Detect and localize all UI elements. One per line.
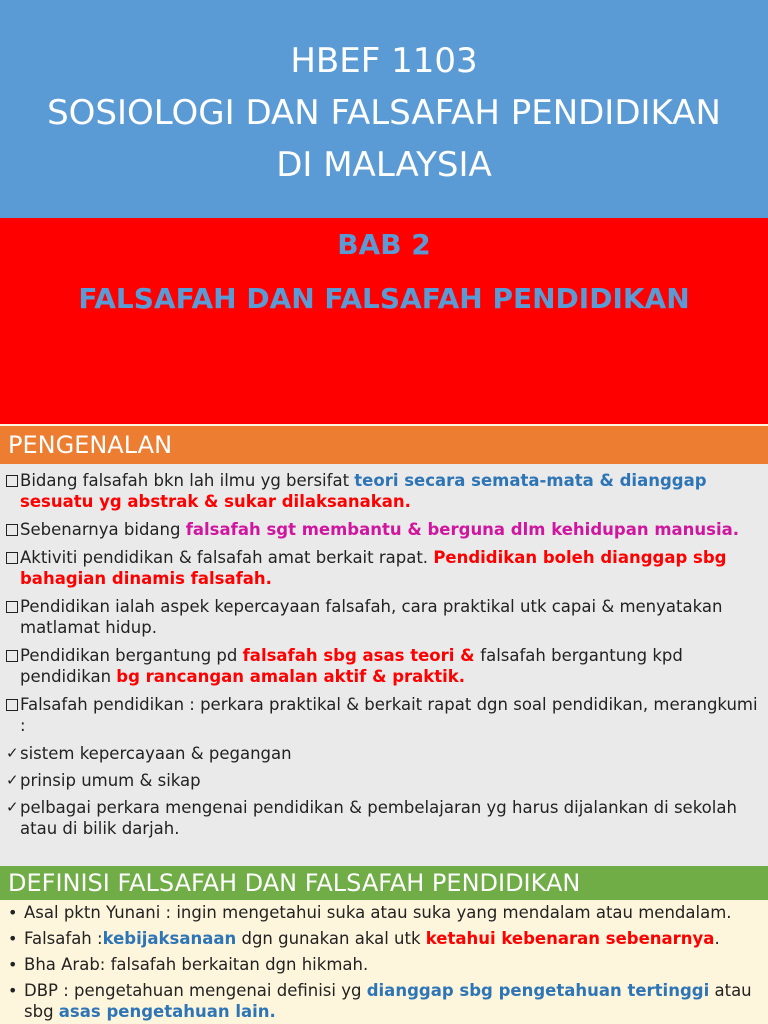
checkmark-icon: ✓ bbox=[6, 744, 19, 762]
bullet-icon: • bbox=[8, 903, 18, 922]
checkbox-bullet-icon bbox=[6, 547, 18, 570]
list-item bbox=[6, 694, 762, 736]
list-item-text: sesuatu yg abstrak & sukar dilaksanakan. bbox=[20, 492, 411, 511]
list-item-text: Sebenarnya bidang bbox=[20, 520, 186, 539]
bullet-icon: • bbox=[8, 955, 18, 974]
checkbox-bullet-icon bbox=[6, 470, 18, 493]
list-item-text: falsafah sgt membantu & berguna dlm kehidupan manusia. bbox=[185, 520, 740, 539]
list-item bbox=[6, 547, 762, 589]
list-item-text: kebijaksanaan bbox=[102, 929, 237, 948]
chapter-banner bbox=[0, 218, 768, 424]
section-header-pengenalan: PENGENALAN bbox=[0, 426, 768, 464]
list-item-text: Aktiviti pendidikan & falsafah amat berkait rapat. bbox=[20, 548, 434, 567]
list-item-text: Bha Arab: falsafah berkaitan dgn hikmah. bbox=[24, 955, 369, 974]
list-item-text: dgn gunakan akal utk bbox=[236, 929, 426, 948]
checkbox-bullet-icon bbox=[6, 519, 18, 542]
list-item-text: dianggap sbg pengetahuan tertinggi bbox=[366, 981, 710, 1000]
list-item bbox=[6, 770, 762, 791]
list-item bbox=[6, 980, 762, 1022]
list-item-text: DBP : pengetahuan mengenai definisi yg bbox=[24, 981, 367, 1000]
list-item-text: Pendidikan ialah aspek kepercayaan falsafah, cara praktikal utk capai & menyatakan matlamat hidup. bbox=[20, 597, 723, 637]
list-item-text: atau sbg bbox=[24, 981, 752, 1021]
list-item-text: pelbagai perkara mengenai pendidikan & pembelajaran yg harus dijalankan di sekolah atau di bilik darjah. bbox=[20, 798, 737, 838]
list-item bbox=[6, 954, 762, 975]
list-item bbox=[6, 519, 762, 540]
definisi-list bbox=[0, 900, 768, 1024]
list-item-text: sistem kepercayaan & pegangan bbox=[20, 744, 292, 763]
checkbox-bullet-icon bbox=[6, 645, 18, 668]
list-item bbox=[6, 645, 762, 687]
list-item bbox=[6, 743, 762, 764]
list-item-text: falsafah bergantung kpd pendidikan bbox=[20, 646, 683, 686]
list-item-text: . bbox=[714, 929, 720, 948]
list-item bbox=[6, 596, 762, 638]
list-item bbox=[6, 470, 762, 512]
list-item bbox=[6, 797, 762, 839]
bullet-icon: • bbox=[8, 981, 18, 1000]
checkbox-bullet-icon bbox=[6, 596, 18, 619]
bullet-icon: • bbox=[8, 929, 18, 948]
list-item-text: teori secara semata-mata & dianggap bbox=[354, 471, 707, 490]
checkbox-bullet-icon bbox=[6, 694, 18, 717]
chapter-name: FALSAFAH DAN FALSAFAH PENDIDIKAN bbox=[78, 282, 690, 315]
checkmark-icon: ✓ bbox=[6, 798, 19, 816]
list-item-text: bg rancangan amalan aktif & praktik. bbox=[116, 667, 466, 686]
title-banner bbox=[0, 0, 768, 218]
checkmark-icon: ✓ bbox=[6, 771, 19, 789]
list-item bbox=[6, 928, 762, 949]
list-item-text: Falsafah pendidikan : perkara praktikal & berkait rapat dgn soal pendidikan, merangkumi : bbox=[20, 695, 758, 735]
list-item-text: Falsafah : bbox=[24, 929, 103, 948]
pengenalan-list bbox=[0, 464, 768, 866]
list-item-text: falsafah sbg asas teori & bbox=[242, 646, 481, 665]
list-item-text: Pendidikan bergantung pd bbox=[20, 646, 243, 665]
list-item-text: prinsip umum & sikap bbox=[20, 771, 201, 790]
chapter-number: BAB 2 bbox=[337, 228, 431, 261]
section-header-definisi: DEFINISI FALSAFAH DAN FALSAFAH PENDIDIKAN bbox=[0, 866, 768, 900]
list-item-text: Asal pktn Yunani : ingin mengetahui suka atau suka yang mendalam atau mendalam. bbox=[24, 903, 732, 922]
course-code: HBEF 1103 bbox=[290, 41, 478, 81]
list-item-text: Pendidikan boleh dianggap sbg bahagian dinamis falsafah. bbox=[20, 548, 727, 588]
list-item-text: asas pengetahuan lain. bbox=[58, 1002, 276, 1021]
course-title-line2: DI MALAYSIA bbox=[276, 145, 492, 185]
list-item bbox=[6, 902, 762, 923]
course-title: SOSIOLOGI DAN FALSAFAH PENDIDIKAN bbox=[47, 93, 721, 133]
list-item-text: ketahui kebenaran sebenarnya bbox=[425, 929, 715, 948]
list-item-text: Bidang falsafah bkn lah ilmu yg bersifat bbox=[20, 471, 355, 490]
